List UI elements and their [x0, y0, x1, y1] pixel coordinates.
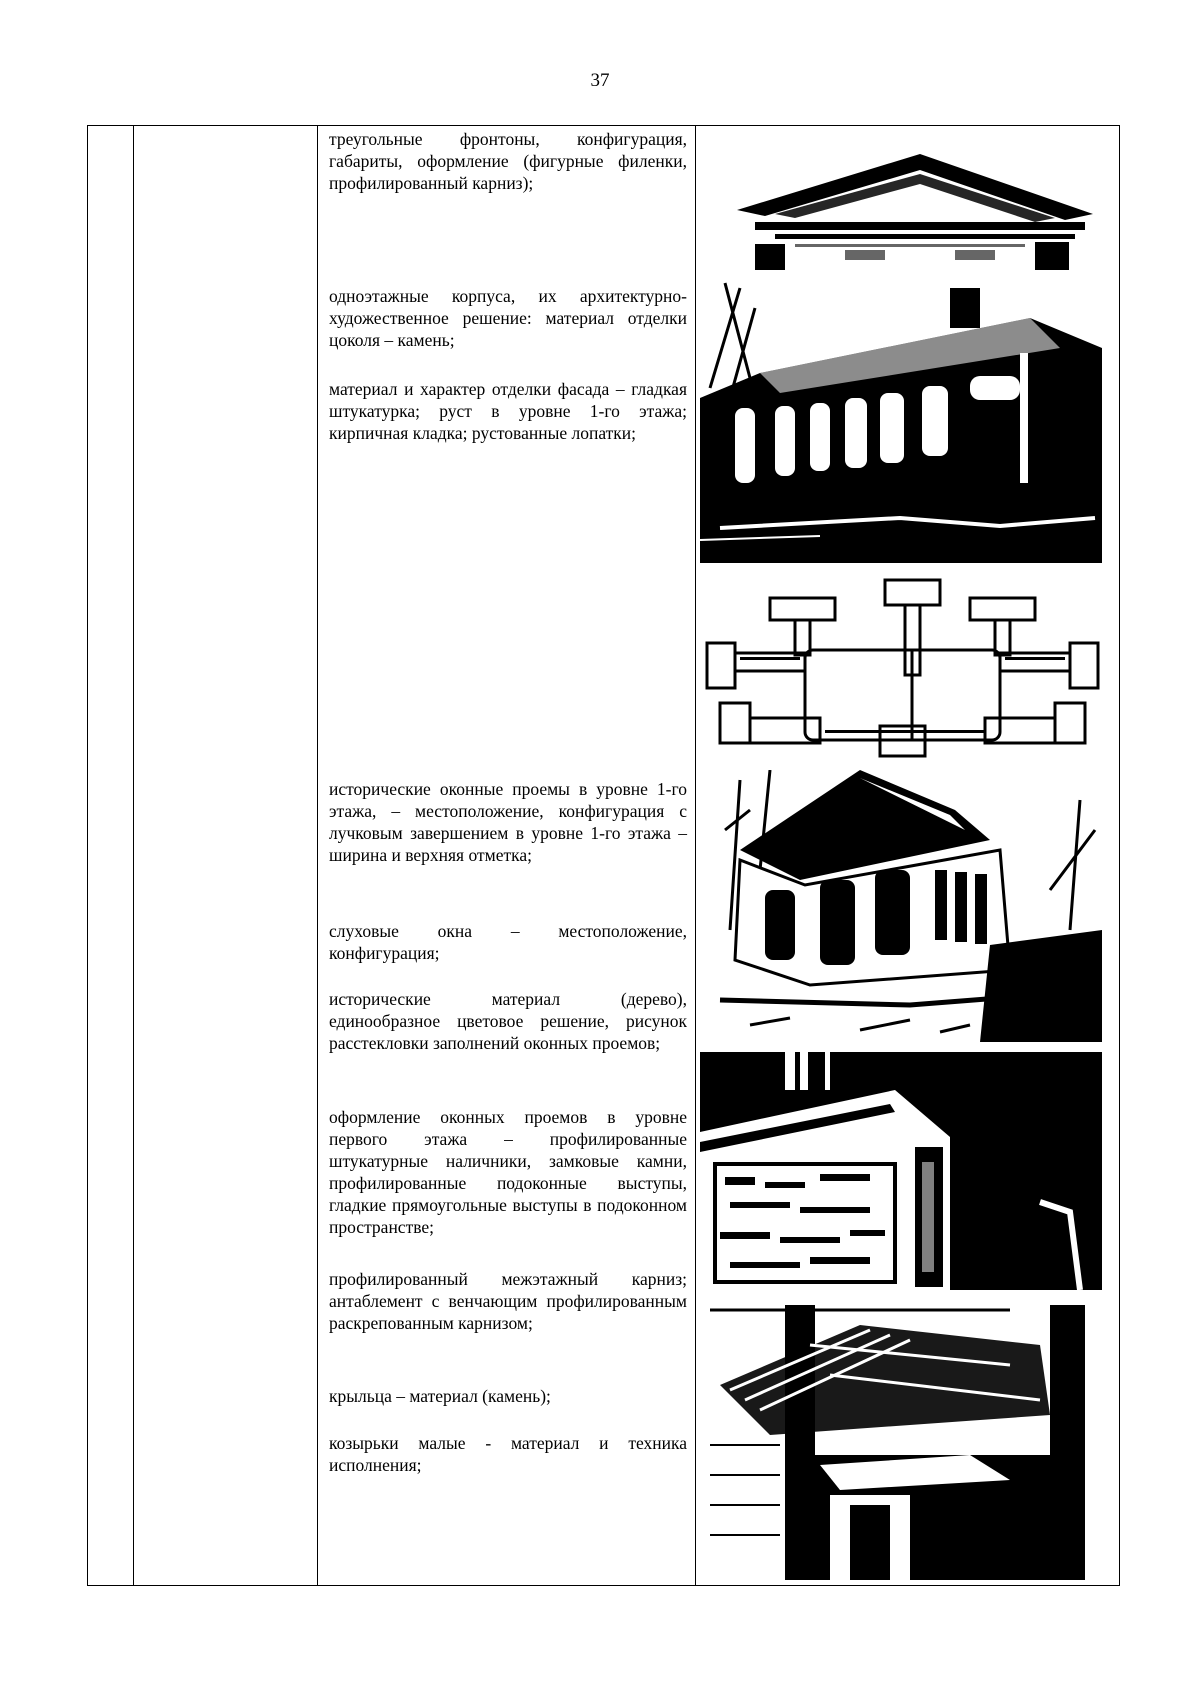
paragraph-window-decoration: оформление оконных проемов в уровне первого этажа – профилированные штукатурные наличники, замковые камни, профилированные подоконные выступы, гладкие прямоугольные выступы в подоконном пространстве; — [329, 1107, 687, 1237]
column-divider-2 — [317, 126, 318, 1585]
floor-plan-drawing — [705, 578, 1100, 758]
column-divider-1 — [133, 126, 134, 1585]
paragraph-window-openings: исторические оконные проемы в уровне 1-го этажа, – местоположение, конфигурация с лучковым завершением в уровне 1-го этажа – ширина и верхняя отметка; — [329, 779, 687, 865]
paragraph-facade-finish: материал и характер отделки фасада – гладкая штукатурка; руст в уровне 1-го этажа; кирпичная кладка; рустованные лопатки; — [329, 379, 687, 443]
column-divider-3 — [695, 126, 696, 1585]
building-corner-photo — [710, 770, 1102, 1042]
paragraph-porches: крыльца – материал (камень); — [329, 1386, 551, 1406]
pediment-photo — [735, 152, 1095, 270]
paragraph-pediments: треугольные фронтоны, конфигурация, габариты, оформление (фигурные филенки, профилированный карниз); — [329, 129, 687, 193]
paragraph-cornice: профилированный межэтажный карниз; антаблемент с венчающим профилированным раскрепованным карнизом; — [329, 1269, 687, 1333]
one-storey-building-photo — [700, 278, 1102, 563]
paragraph-one-storey-buildings: одноэтажные корпуса, их архитектурно-художественное решение: материал отделки цоколя – камень; — [329, 286, 687, 350]
paragraph-window-materials: исторические материал (дерево), единообразное цветовое решение, рисунок расстекловки заполнений оконных проемов; — [329, 989, 687, 1053]
paragraph-dormer-windows: слуховые окна – местоположение, конфигурация; — [329, 921, 687, 963]
paragraph-canopies: козырьки малые - материал и техника исполнения; — [329, 1433, 687, 1475]
porch-canopy-photo — [710, 1305, 1102, 1580]
window-detail-photo — [700, 1052, 1102, 1290]
page-number: 37 — [590, 70, 610, 91]
